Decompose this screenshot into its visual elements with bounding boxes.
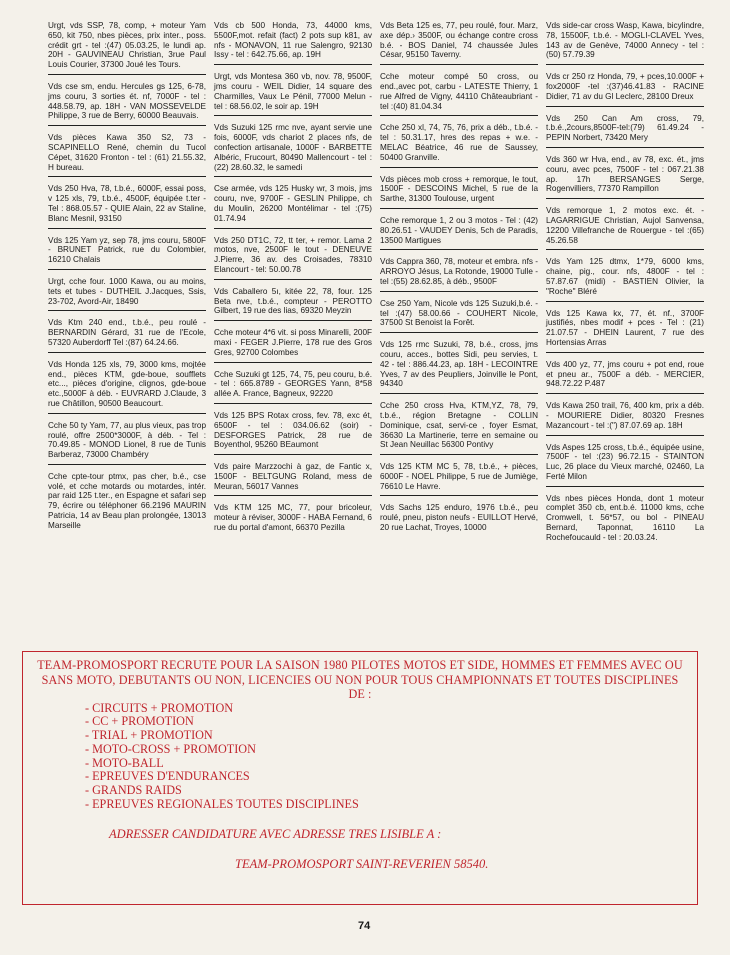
classified-ad: Vds Suzuki 125 rmc nve, ayant servie une fois, 6000F, vds chariot 2 places nfs, de confection artisanale, 1000F - BARBETTE Albéric, Frucourt, 80490 Mallencourt - tel : (22) 28.60.32, le samedi [214, 120, 372, 177]
page-number: 74 [358, 920, 371, 932]
classified-ad: Vds 125 rmc Suzuki, 78, b.é., cross, jms couru, acces., bottes Sidi, peu servies, t. 42 - tel : 886.44.23, ap. 18H - LECOINTRE Yves, 7 av des Peupliers, Joinville le Pont, 94340 [380, 337, 538, 394]
classified-ad: Vds KTM 125 MC, 77, pour bricoleur, moteur à réviser, 3000F - HABA Fernand, 6 rue du portal d'amont, 66370 Pezilla [214, 503, 372, 533]
classified-ad: Vds cr 250 rz Honda, 79, + pces,10.000F + fox2000F -tel :(37)46.41.83 - RACINE Didier, 71 av du Gl Leclerc, 28100 Dreux [546, 69, 704, 106]
ad-column-1 [48, 18, 206, 636]
classified-ad: Vds pièces mob cross + remorque, le tout, 1500F - DESCOINS Michel, 5 rue de la Sarthe, 31300 Toulouse, urgent [380, 172, 538, 209]
ad-column-4 [546, 18, 704, 636]
discipline-item: - TRIAL + PROMOTION [85, 729, 683, 743]
discipline-item: - CC + PROMOTION [85, 715, 683, 729]
classified-ad: Vds pièces Kawa 350 S2, 73 - SCAPINELLO René, chemin du Tucol Cépet, 31620 Fronton - tel : (61) 21.55.32, H bureau. [48, 130, 206, 177]
recruitment-heading: TEAM-PROMOSPORT RECRUTE POUR LA SAISON 1980 PILOTES MOTOS ET SIDE, HOMMES ET FEMMES AVEC OU SANS MOTO, DEBUTANTS OU NON, LICENCIES OU NON POUR TOUS CHAMPIONNATS ET TOUTES DISCIPLINES DE : [37, 658, 683, 701]
classified-ad: Vds 250 Can Am cross, 79, t.b.é.,2cours,8500F-tel:(79) 61.49.24 - PEPIN Norbert, 73420 Mery [546, 111, 704, 148]
classified-ad: Cche remorque 1, 2 ou 3 motos - Tel : (42) 80.26.51 - VAUDEY Denis, 5ch de Paradis, 13500 Martigues [380, 213, 538, 250]
classified-ad: Cse armée, vds 125 Husky wr, 3 mois, jms couru, nve, 9700F - GESLIN Philippe, ch du Moulin, 26200 Montélimar - tel :(75) 01.74.94 [214, 181, 372, 228]
classified-ad: Cse 250 Yam, Nicole vds 125 Suzuki,b.é. - tel :(47) 58.00.66 - COUHERT Nicole, 37500 St Benoist la Forêt. [380, 296, 538, 333]
ad-column-3 [380, 18, 538, 636]
classified-ad: Vds 360 wr Hva, end., av 78, exc. ét., jms couru, avec pces, 7500F - tel : 067.21.38 ap. 17h BERSANGES Serge, Rogenvilliers, 77370 Rampillon [546, 152, 704, 199]
discipline-item: - MOTO-BALL [85, 757, 683, 771]
classified-ad: Vds 125 KTM MC 5, 78, t.b.é., + pièces, 6000F - NOEL Philippe, 5 rue de Jumiège, 76610 Le Havre. [380, 459, 538, 496]
classified-columns [48, 18, 708, 636]
discipline-item: - EPREUVES D'ENDURANCES [85, 770, 683, 784]
team-promosport-recruitment-box [22, 651, 698, 905]
classified-ad: Vds Beta 125 es, 77, peu roulé, four. Marz, axe dép.› 3500F, ou échange contre cross b.é. - BOS Daniel, 74 chaussée Jules César, 95150 Taverny. [380, 18, 538, 65]
discipline-list [85, 702, 683, 812]
classified-ad: Vds Caballero 5ı, kitée 22, 78, four. 125 Beta nve, t.b.é., compteur - PEROTTO Gilbert, 19 rue des lias, 69320 Meyzin [214, 284, 372, 321]
classified-ad: Cche cpte-tour ptmx, pas cher, b.é., cse volé, et cche motards ou motardes, intér. par raid 125 t.ter., en Espagne et safari sep 79, écrire ou téléphoner 66.2196 MAURIN Patricia, 14 av Beau plan prolongée, 13013 Marseille [48, 471, 206, 530]
discipline-item: - MOTO-CROSS + PROMOTION [85, 743, 683, 757]
ad-column-2 [214, 18, 372, 636]
classified-ad: Cche moteur compé 50 cross, ou end.,avec pot, carbu - LATESTE Thierry, 1 rue Alfred de Vigny, 44110 Châteaubriant - tel :(40) 81.04.34 [380, 69, 538, 116]
classified-ad: Vds Cappra 360, 78, moteur et embra. nfs -ARROYO Jésus, La Rotonde, 19000 Tulle - tel :(55) 28.62.85, à déb., 9500F [380, 254, 538, 291]
classified-ad: Cche 250 xl, 74, 75, 76, prix a déb., t.b.é. - tel : 50.31.17, hres des repas + w.e. - MELAC Béatrice, 46 rue de Saussey, 50400 Granville. [380, 120, 538, 167]
classified-ad: Urgt, vds SSP, 78, comp, + moteur Yam 650, kit 750, nbes pièces, prix inter., poss. crédit grt - tel :(47) 05.03.25, le lundi ap. 20H - GAUVINEAU Christian, 3rue Paul Louis Courier, 37300 Joué les Tours. [48, 18, 206, 75]
recruitment-address: TEAM-PROMOSPORT SAINT-REVERIEN 58540. [235, 856, 489, 871]
classified-ad: Cche moteur 4*6 vit. si poss Minarelli, 200F maxi - FEGER J.Pierre, 178 rue des Gros Gres, 92700 Colombes [214, 325, 372, 362]
classified-ad: Vds Ktm 240 end., t.b.é., peu roulé - BERNARDIN Gérard, 31 rue de l'Ecole, 57320 Auberdorff Tel :(87) 64.24.66. [48, 315, 206, 352]
discipline-item: - CIRCUITS + PROMOTION [85, 702, 683, 716]
classified-ad: Vds 250 Hva, 78, t.b.é., 6000F, essai poss, v 125 xls, 79, t.b.é., 4500F, équipée t.ter - Tel : 868.05.57 - QUIE Alain, 22 av Staline, Blanc Mesnil, 93150 [48, 181, 206, 228]
classified-ad: Vds 125 BPS Rotax cross, fev. 78, exc ét, 6500F - tel : 034.06.62 (soir) - DESFORGES Patrick, 28 rue de Boyenthol, 95260 BEaumont [214, 408, 372, 455]
classified-ad: Vds cb 500 Honda, 73, 44000 kms, 5500F,mot. refait (fact) 2 pots sup k81, av nfs - MONAVON, 11 rue Salengro, 92130 Issy - tel : 642.75.66, ap. 19H [214, 18, 372, 65]
classified-ad: Vds 250 DT1C, 72, tt ter, + remor. Lama 2 motos, nve, 2500F le tout - DENEUVE J.Pierre, 36 av. des Croisades, 78310 Elancourt - tel: 50.00.78 [214, 233, 372, 280]
classified-ad: Vds 400 yz, 77, jms couru + pot end, roue et pneu ar., 7500F a déb. - MERCIER, 948.72.22 P.487 [546, 357, 704, 394]
classified-ad: Urgt, cche four. 1000 Kawa, ou au moins, tets et tubes - DUTHEIL J.Jacques, Ssis, 23-702, Avord-Air, 18490 [48, 274, 206, 311]
classified-ad: Vds nbes pièces Honda, dont 1 moteur complet 350 cb, ent.b.é. 11000 kms, cche Cromwell, t. 56*57, ou bol - PINEAU Bernard, Taponnat, 16110 La Rochefoucauld - tel : 20.03.24. [546, 493, 704, 542]
classified-ad: Vds 125 Kawa kx, 77, ét. nf., 3700F justifiés, nbes modif + pces - Tel : (21) 21.07.57 - DHEIN Laurent, 7 rue des Hortensias Arras [546, 306, 704, 353]
classified-ad: Vds Yam 125 dtmx, 1*79, 6000 kms, chaine, pig., cour. nfs, 4800F - tel : 57.87.67 (midi) - BASTIEN Olivier, la "Roche" Bléré [546, 254, 704, 301]
classified-ad: Urgt, vds Montesa 360 vb, nov. 78, 9500F, jms couru - WEIL Didier, 14 square des Charmilles, Vaux Le Pénil, 77000 Melun - tel : 68.56.02, le soir ap. 19H [214, 69, 372, 116]
discipline-item: - EPREUVES REGIONALES TOUTES DISCIPLINES [85, 798, 683, 812]
classified-ad: Vds paire Marzzochi à gaz, de Fantic x, 1500F - BELTGUNG Roland, mess de Meuran, 56017 Vannes [214, 459, 372, 496]
classified-ad: Vds Aspes 125 cross, t.b.é., équipée usine, 7500F - tel :(23) 96.72.15 - STAINTON Luc, 26 place du Vieux marché, 02460, La Ferté Milon [546, 440, 704, 487]
classified-ad: Vds Kawa 250 trail, 76, 400 km, prix a déb. - MOURIERE Didier, 80320 Fresnes Mazancourt - tel :(") 87.07.69 ap. 18H [546, 398, 704, 435]
classified-ad: Cche 50 ty Yam, 77, au plus vieux, pas trop roulé, offre 2500*3000F, à déb. - Tel : 70.49.85 - MONOD Lionel, 8 rue de Tunis Barberaz, 73000 Chambéry [48, 418, 206, 465]
application-instruction: ADRESSER CANDIDATURE AVEC ADRESSE TRES LISIBLE A : [109, 826, 442, 841]
classified-ad: Vds Honda 125 xls, 79, 3000 kms, mojtée end., pièces KTM, gde-boue, soufflets etc..., pièces d'origine, clignos, gde-boue etc.,5000F à déb. - EUVRARD J.Claude, 3 rue Châtillon, 90500 Beaucourt. [48, 357, 206, 414]
classified-ad: Vds remorque 1, 2 motos exc. ét. - LAGARRIGUE Christian, Aujol Sanvensa, 12200 Villefranche de Rouergue - tel :(65) 45.26.58 [546, 203, 704, 250]
classified-ad: Vds 125 Yam yz, sep 78, jms couru, 5800F - BRUNET Patrick, rue du Colombier, 16210 Chalais [48, 233, 206, 270]
classified-ad: Cche 250 cross Hva, KTM,YZ, 78, 79, t.b.é., région Bretagne - COLLIN Dominique, csat, servi-ce , foyer Esmat, 36630 La Martinerie, terre en semaine ou St Jean Neuillac 56300 Pontivy [380, 398, 538, 455]
classified-ad: Vds side-car cross Wasp, Kawa, bicylindre, 78, 15500F, t.b.é. - MOGLI-CLAVEL Yves, 143 av de Genève, 74000 Annecy - tel : (50) 57.79.39 [546, 18, 704, 65]
classified-ad: Cche Suzuki gt 125, 74, 75, peu couru, b.é. - tel : 665.8789 - GEORGES Yann, 8*58 allée A. France, Bagneux, 92220 [214, 367, 372, 404]
discipline-item: - GRANDS RAIDS [85, 784, 683, 798]
classified-ad: Vds cse sm, endu. Hercules gs 125, 6-78, jms couru, 3 sorties ét. nf, 7000F - tel : 448.58.79, ap. 18H - VAN MOSSEVELDE Philippe, 3 rue de Berry, 60000 Beauvais. [48, 79, 206, 126]
classified-ad: Vds Sachs 125 enduro, 1976 t.b.é., peu roulé, pneu, piston neufs - EUILLOT Hervé, 20 rue Lachat, Troyes, 10000 [380, 503, 538, 533]
